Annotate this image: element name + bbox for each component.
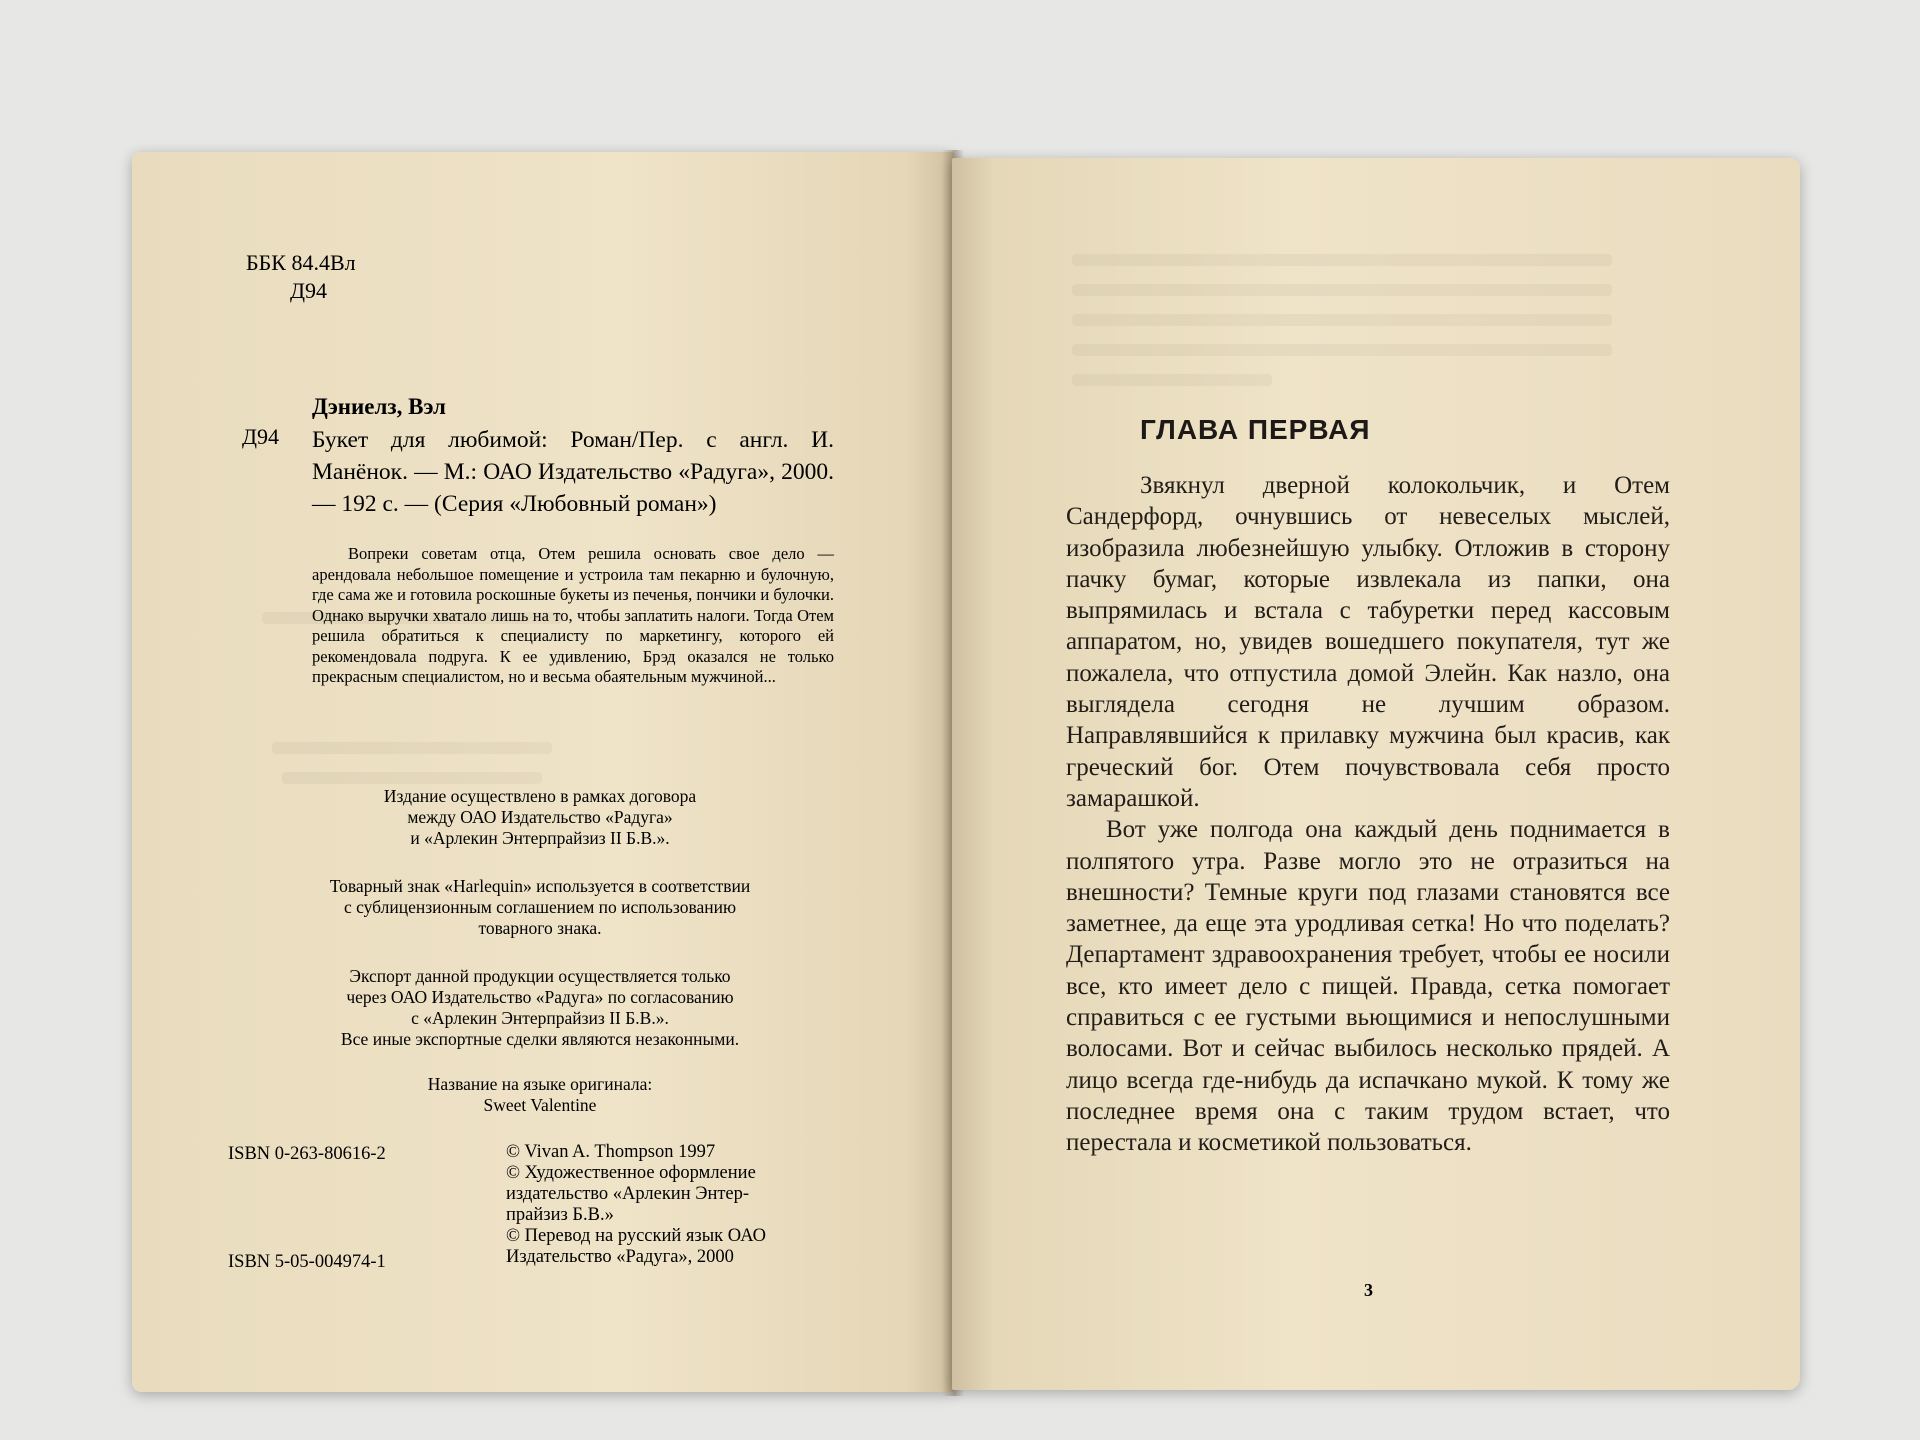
show-through-line (1072, 344, 1612, 356)
trademark-line: товарного знака. (478, 918, 602, 938)
copyright-line: прайзиз Б.В.» (506, 1205, 614, 1225)
agreement-line: между ОАО Издательство «Радуга» (407, 807, 673, 827)
show-through-line (272, 742, 552, 754)
copyright-line: Издательство «Радуга», 2000 (506, 1247, 734, 1267)
isbn-original: ISBN 0-263-80616-2 (228, 1144, 386, 1164)
chapter-title: ГЛАВА ПЕРВАЯ (1140, 414, 1371, 445)
chapter-body (1066, 470, 1670, 1159)
show-through-line (282, 772, 542, 784)
author-name: Дэниелз, Вэл (312, 394, 446, 419)
export-line: Все иные экспортные сделки являются незаконными. (340, 1029, 740, 1049)
paragraph: Вот уже полгода она каждый день поднимается в полпятого утра. Разве могло это не отразиться на внешности? Темные круги под глазами становятся все заметнее, да еще эта уродливая сетка! Но что поделать? Департамент здравоохранения требует, чтобы ее носили все, кто имеет дело с пищей. Правда, сетка помогает справиться с ее густыми вьющимися и непослушными волосами. Вот и сейчас выбилось несколько прядей. А лицо всегда где-нибудь да испачкано мукой. К тому же последнее время она с таким трудом встает, что перестала и косметикой пользоваться. (1066, 816, 1670, 1157)
original-title-value: Sweet Valentine (483, 1095, 597, 1115)
copyright-line: © Vivan A. Thompson 1997 (506, 1142, 716, 1162)
copyright-block (506, 1142, 836, 1268)
export-line: через ОАО Издательство «Радуга» по согласованию (346, 987, 734, 1007)
trademark-notice (240, 876, 840, 939)
bibliographic-record: Букет для любимой: Роман/Пер. с англ. И. Манёнок. — М.: ОАО Издательство «Радуга», 2000. — 192 с. — (Серия «Любовный роман») (312, 427, 834, 517)
author-mark: Д94 (290, 278, 328, 303)
original-title-label: Название на языке оригинала: (427, 1074, 653, 1094)
trademark-line: с сублицензионным соглашением по использованию (343, 897, 737, 917)
agreement-line: Издание осуществлено в рамках договора (383, 786, 697, 806)
copyright-line: издательство «Арлекин Энтер- (506, 1184, 750, 1204)
show-through-line (1072, 254, 1612, 266)
book-annotation: Вопреки советам отца, Отем решила основать свое дело — арендовала небольшое помещение и устроила там пекарню и булочную, где сама же и готовила роскошные букеты из печенья, пончики и булочки. Однако выручки хватало лишь на то, чтобы заплатить налоги. Тогда Отем решила обратиться к специалисту по маркетингу, которого ей рекомендовала подруга. К ее удивлению, Брэд оказался не только прекрасным специалистом, но и весьма обаятельным мужчиной... (312, 544, 834, 686)
agreement-notice (240, 786, 840, 849)
export-line: с «Арлекин Энтерпрайзиз II Б.В.». (411, 1008, 669, 1028)
bbk-classification: ББК 84.4Вл (246, 250, 356, 275)
show-through-line (1072, 374, 1272, 386)
agreement-line: и «Арлекин Энтерпрайзиз II Б.В.». (410, 828, 670, 848)
side-author-mark: Д94 (242, 424, 280, 449)
copyright-line: © Художественное оформление (506, 1163, 756, 1183)
paragraph: Звякнул дверной колокольчик, и Отем Сандерфорд, очнувшись от невеселых мыслей, изобразила любезнейшую улыбку. Отложив в сторону пачку бумаг, которые извлекала из папки, она выпрямилась и встала с табуретки перед кассовым аппаратом, но, увидев вошедшего покупателя, тут же пожалела, что отпустила домой Элейн. Как назло, она выглядела сегодня не лучшим образом. Направлявшийся к прилавку мужчина был красив, как греческий бог. Отем почувствовала себя просто замарашкой. (1066, 472, 1670, 812)
copyright-line: © Перевод на русский язык ОАО (506, 1226, 767, 1246)
export-line: Экспорт данной продукции осуществляется только (349, 966, 731, 986)
original-title (240, 1074, 840, 1116)
show-through-line (1072, 314, 1612, 326)
trademark-line: Товарный знак «Harlequin» используется в соответствии (329, 876, 751, 896)
isbn-russian: ISBN 5-05-004974-1 (228, 1252, 386, 1272)
export-notice (240, 966, 840, 1050)
page-number: 3 (1364, 1280, 1373, 1300)
show-through-line (1072, 284, 1612, 296)
